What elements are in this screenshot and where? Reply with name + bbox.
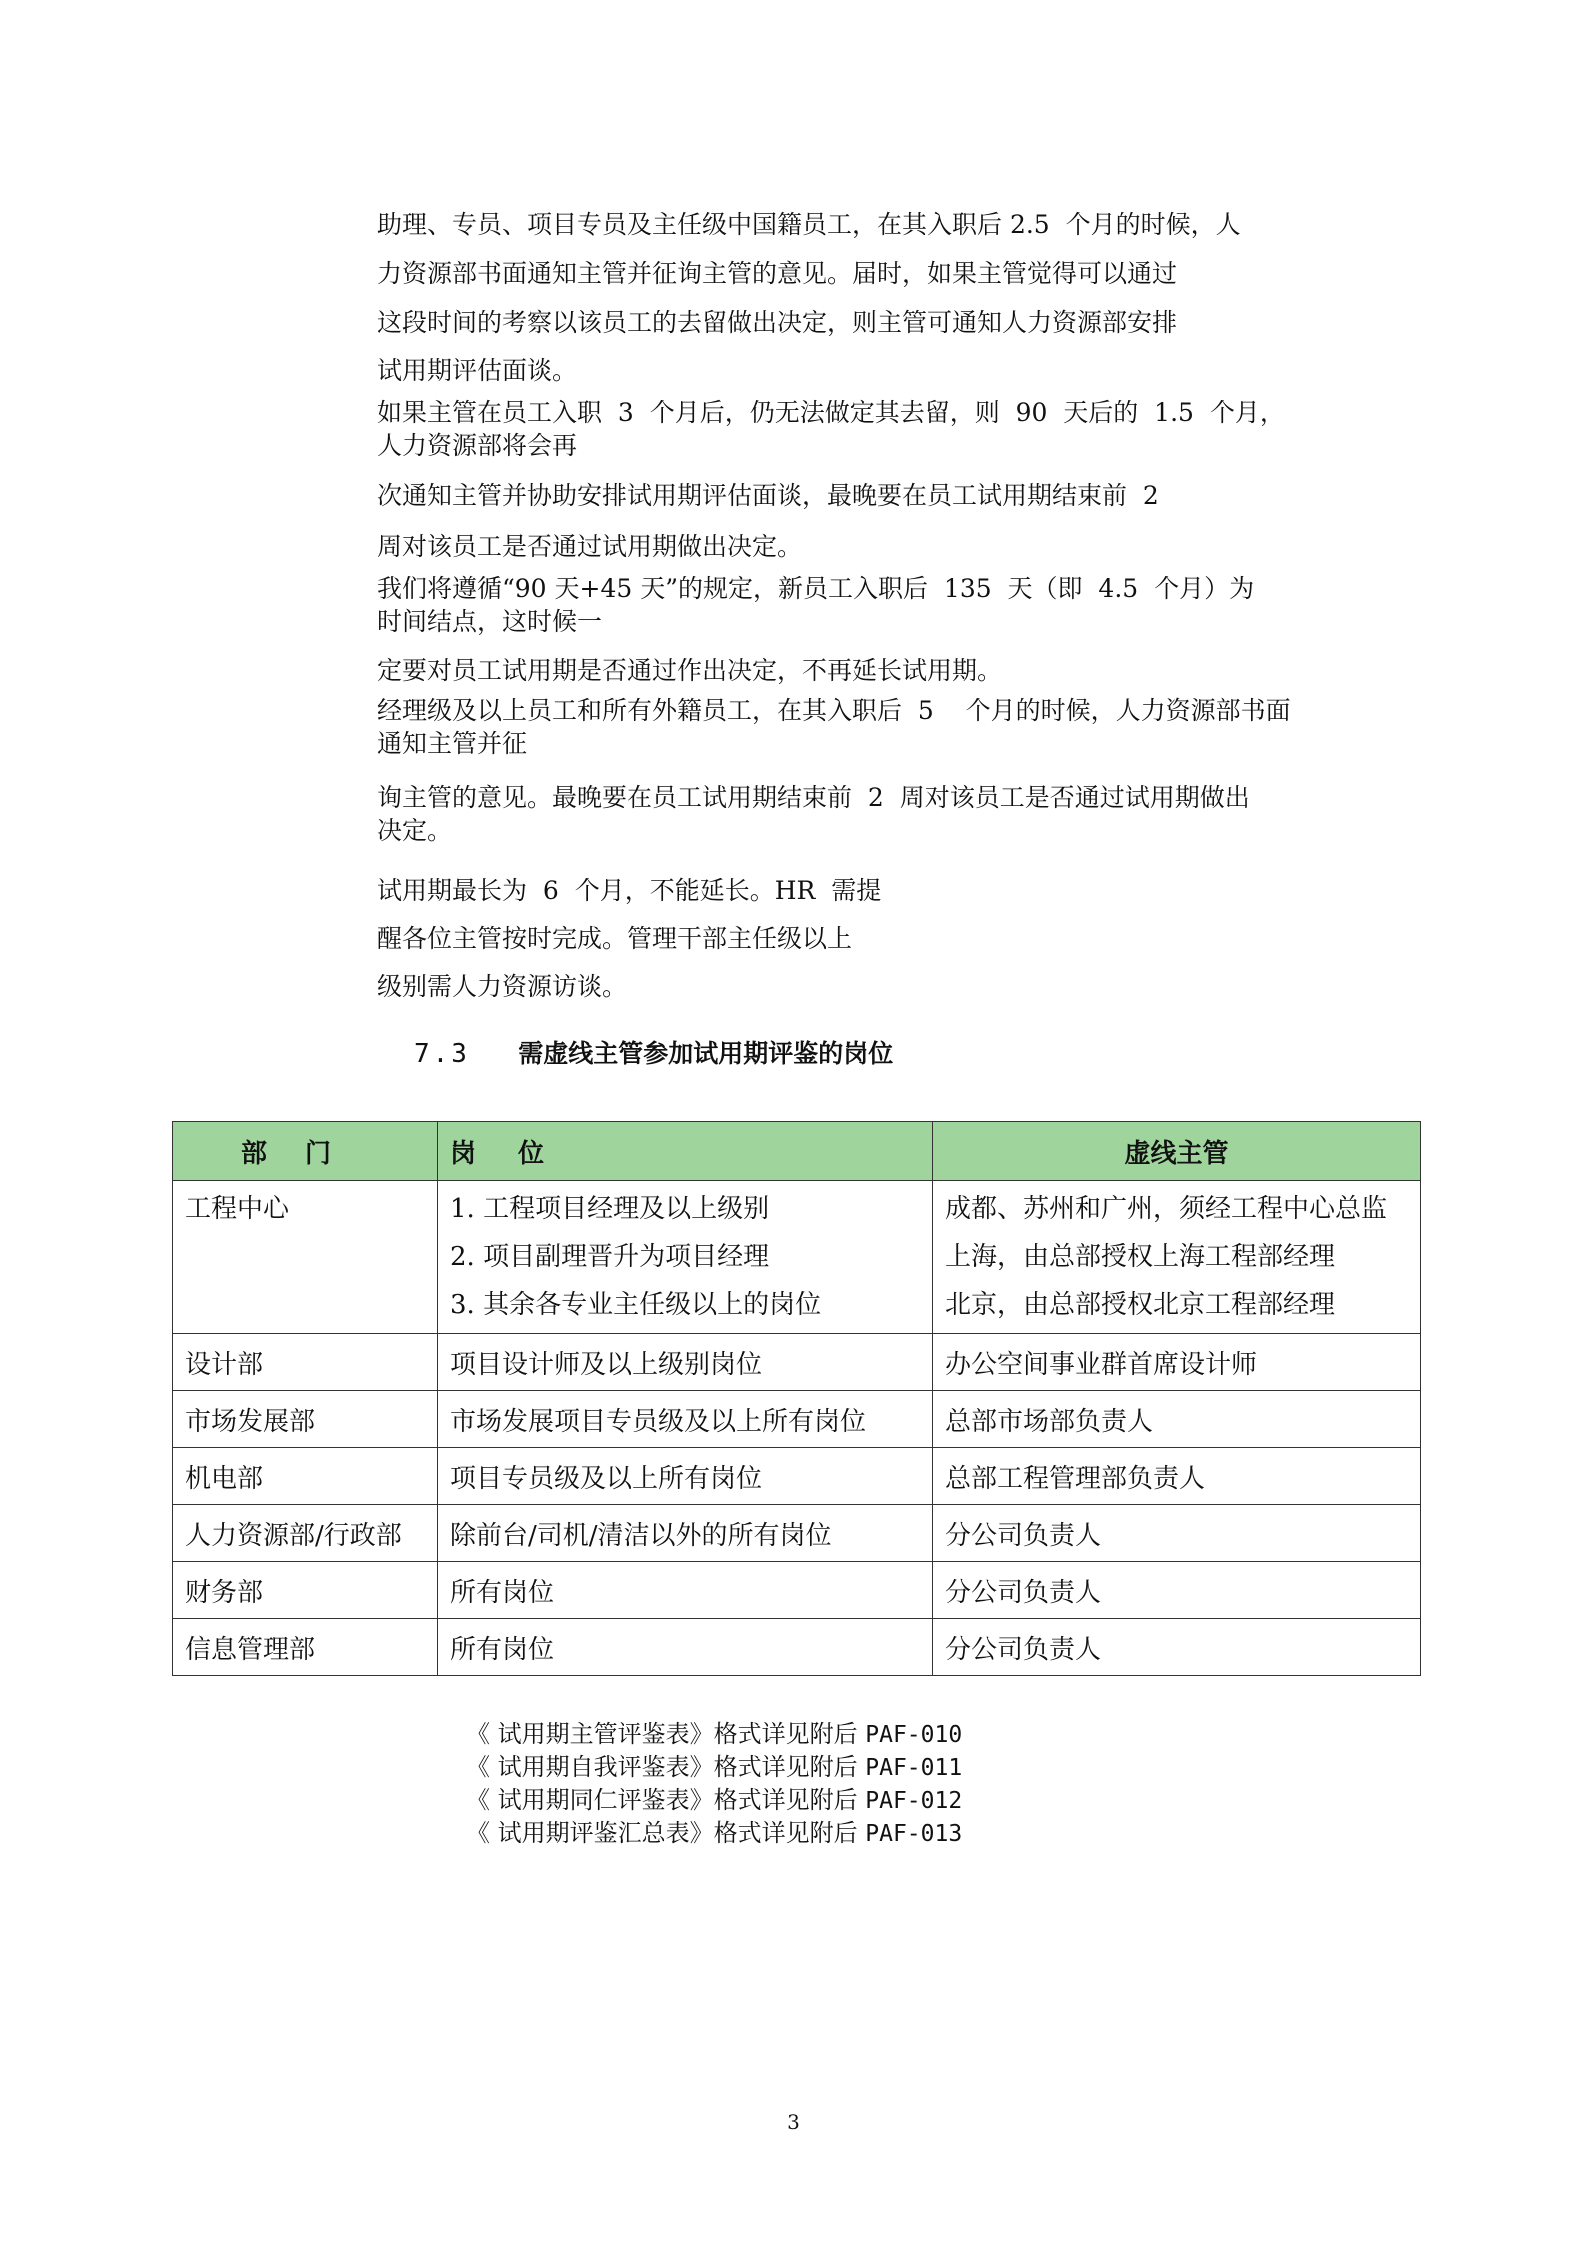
supervisor-item: 上海，由总部授权上海工程部经理 bbox=[945, 1242, 1336, 1272]
body-paragraph: 定要对员工试用期是否通过作出决定，不再延长试用期。 bbox=[377, 656, 1003, 685]
dept-cell: 设计部 bbox=[173, 1334, 438, 1391]
body-paragraph: 醒各位主管按时完成。管理干部主任级以上 bbox=[377, 924, 853, 953]
table-row bbox=[173, 1334, 1421, 1391]
table-header-row bbox=[173, 1122, 1421, 1181]
table-row bbox=[173, 1619, 1421, 1676]
section-heading bbox=[414, 1034, 893, 1070]
position-cell: 项目设计师及以上级别岗位 bbox=[438, 1334, 933, 1391]
header-dotted-line-supervisor: 虚线主管 bbox=[933, 1122, 1421, 1181]
form-reference-list bbox=[466, 1718, 962, 1850]
header-position: 岗位 bbox=[438, 1122, 933, 1181]
supervisor-item: 北京，由总部授权北京工程部经理 bbox=[945, 1290, 1336, 1320]
table-row bbox=[173, 1562, 1421, 1619]
dept-cell: 人力资源部/行政部 bbox=[173, 1505, 438, 1562]
form-code: PAF-013 bbox=[865, 1821, 963, 1847]
dept-cell: 市场发展部 bbox=[173, 1391, 438, 1448]
body-paragraph: 周对该员工是否通过试用期做出决定。 bbox=[377, 532, 803, 561]
supervisor-cell: 分公司负责人 bbox=[933, 1619, 1421, 1676]
position-item: 3. 其余各专业主任级以上的岗位 bbox=[450, 1290, 822, 1320]
position-item: 1. 工程项目经理及以上级别 bbox=[450, 1194, 770, 1224]
body-paragraph: 次通知主管并协助安排试用期评估面谈，最晚要在员工试用期结束前 2 bbox=[377, 481, 1159, 510]
form-code: PAF-011 bbox=[865, 1755, 963, 1781]
form-reference bbox=[466, 1784, 962, 1817]
supervisor-cell: 总部市场部负责人 bbox=[933, 1391, 1421, 1448]
form-name: 《 试用期同仁评鉴表》格式详见附后 bbox=[466, 1786, 866, 1814]
form-name: 《 试用期评鉴汇总表》格式详见附后 bbox=[466, 1819, 866, 1847]
form-code: PAF-012 bbox=[865, 1788, 963, 1814]
form-code: PAF-010 bbox=[865, 1722, 963, 1748]
body-paragraph: 试用期最长为 6 个月，不能延长。HR 需提 bbox=[377, 876, 882, 905]
body-paragraph: 助理、专员、项目专员及主任级中国籍员工，在其入职后 2.5 个月的时候，人 bbox=[377, 210, 1241, 239]
section-number: 7.3 bbox=[414, 1039, 470, 1069]
body-paragraph: 如果主管在员工入职 3 个月后，仍无法做定其去留，则 90 天后的 1.5 个月， 人力资源部将会再 bbox=[377, 398, 1285, 460]
dept-cell: 财务部 bbox=[173, 1562, 438, 1619]
table-row bbox=[173, 1391, 1421, 1448]
dept-name: 工程中心 bbox=[185, 1194, 290, 1224]
position-cell: 所有岗位 bbox=[438, 1562, 933, 1619]
form-name: 《 试用期自我评鉴表》格式详见附后 bbox=[466, 1753, 866, 1781]
form-reference bbox=[466, 1817, 962, 1850]
form-reference bbox=[466, 1718, 962, 1751]
position-cell: 除前台/司机/清洁以外的所有岗位 bbox=[438, 1505, 933, 1562]
position-item: 2. 项目副理晋升为项目经理 bbox=[450, 1242, 770, 1272]
body-paragraph: 我们将遵循“90 天+45 天”的规定，新员工入职后 135 天（即 4.5 个月）为 时间结点，这时候一 bbox=[377, 574, 1255, 636]
page-number: 3 bbox=[787, 2110, 800, 2134]
supervisor-cell: 分公司负责人 bbox=[933, 1562, 1421, 1619]
position-cell bbox=[438, 1181, 933, 1334]
body-paragraph: 试用期评估面谈。 bbox=[377, 356, 578, 385]
section-title: 需虚线主管参加试用期评鉴的岗位 bbox=[518, 1039, 894, 1068]
supervisor-cell: 办公空间事业群首席设计师 bbox=[933, 1334, 1421, 1391]
position-cell: 项目专员级及以上所有岗位 bbox=[438, 1448, 933, 1505]
supervisor-cell bbox=[933, 1181, 1421, 1334]
position-cell: 所有岗位 bbox=[438, 1619, 933, 1676]
dotted-line-supervisor-table bbox=[172, 1121, 1421, 1676]
body-paragraph: 询主管的意见。最晚要在员工试用期结束前 2 周对该员工是否通过试用期做出 决定。 bbox=[377, 783, 1250, 845]
form-name: 《 试用期主管评鉴表》格式详见附后 bbox=[466, 1720, 866, 1748]
body-paragraph: 力资源部书面通知主管并征询主管的意见。届时，如果主管觉得可以通过 bbox=[377, 259, 1178, 288]
form-reference bbox=[466, 1751, 962, 1784]
table-row bbox=[173, 1448, 1421, 1505]
supervisor-cell: 总部工程管理部负责人 bbox=[933, 1448, 1421, 1505]
dept-cell: 信息管理部 bbox=[173, 1619, 438, 1676]
body-paragraph: 这段时间的考察以该员工的去留做出决定，则主管可通知人力资源部安排 bbox=[377, 308, 1178, 337]
body-paragraph: 级别需人力资源访谈。 bbox=[377, 972, 628, 1001]
supervisor-cell: 分公司负责人 bbox=[933, 1505, 1421, 1562]
dept-cell: 机电部 bbox=[173, 1448, 438, 1505]
table-row bbox=[173, 1181, 1421, 1334]
body-paragraph: 经理级及以上员工和所有外籍员工，在其入职后 5 个月的时候，人力资源部书面 通知主管并征 bbox=[377, 696, 1291, 758]
supervisor-item: 成都、苏州和广州，须经工程中心总监 bbox=[945, 1194, 1388, 1224]
position-cell: 市场发展项目专员级及以上所有岗位 bbox=[438, 1391, 933, 1448]
dept-cell bbox=[173, 1181, 438, 1334]
table-row bbox=[173, 1505, 1421, 1562]
header-department: 部门 bbox=[173, 1122, 438, 1181]
